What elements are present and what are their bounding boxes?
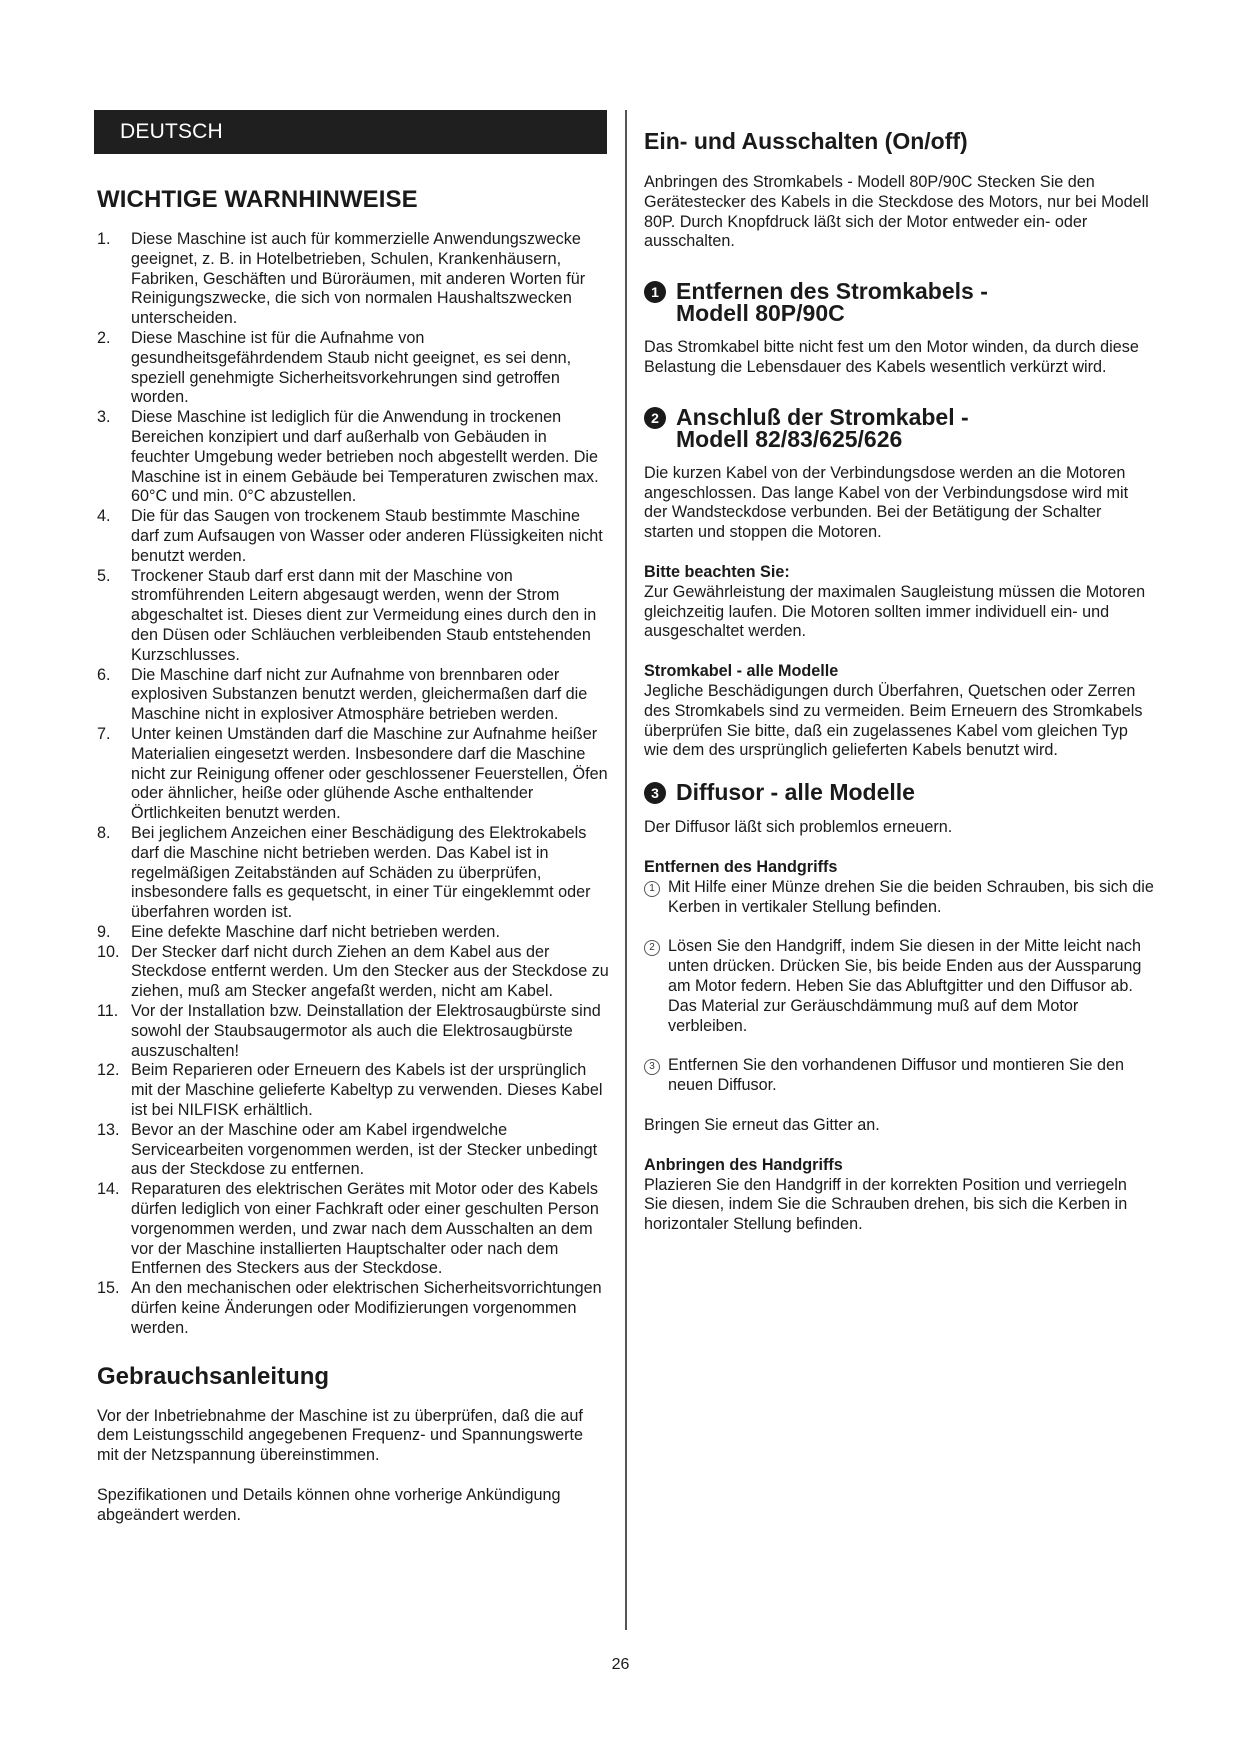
section-3-text: Der Diffusor läßt sich problemlos erneuern. <box>644 818 953 837</box>
language-header <box>94 110 607 154</box>
attach-handle-heading: Anbringen des Handgriffs <box>644 1155 843 1174</box>
list-item: 1. Diese Maschine ist auch für kommerzielle Anwendungszwecke geeignet, z. B. in Hotelbetrieben, Schulen, Krankenhäusern, Fabriken, Geschäften und Büroräumen, mit anderen Worten für Reinigungszwecke, die sich von normalen Haushaltszwecken unterscheiden. <box>97 230 586 328</box>
onoff-title: Ein- und Ausschalten (On/off) <box>644 128 968 154</box>
left-column <box>97 186 609 1526</box>
list-item: 7. Unter keinen Umständen darf die Maschine zur Aufnahme heißer Materialien eingesetzt werden. Insbesondere darf die Maschine nicht zur Reinigung offener oder geschlossener Feuerstellen, Öfen oder ähnlicher, heiße oder glühende Asche enthaltender Örtlichkeiten benutzt werden. <box>97 724 608 823</box>
column-divider <box>625 110 627 1630</box>
usage-title: Gebrauchsanleitung <box>97 1362 330 1390</box>
list-item: 9. Eine defekte Maschine darf nicht betrieben werden. <box>97 922 500 941</box>
note-heading: Bitte beachten Sie: <box>644 562 790 581</box>
list-item: 13. Bevor an der Maschine oder am Kabel irgendwelche Servicearbeiten vorgenommen werden, ist der Stecker unbedingt aus der Steckdose zu entfernen. <box>97 1120 598 1179</box>
list-item: 3. Diese Maschine ist lediglich für die Anwendung in trockenen Bereichen konzipiert und darf außerhalb von Gebäuden in feuchter Umgebung weder betrieben noch abgestellt werden. Die Maschine ist in einem Gebäude bei Temperaturen zwischen max. 60°C und min. 0°C abzustellen. <box>97 408 599 506</box>
list-item: 15. An den mechanischen oder elektrischen Sicherheitsvorrichtungen dürfen keine Änderungen oder Modifizierungen vorgenommen werden. <box>97 1279 602 1337</box>
list-item: 12. Beim Reparieren oder Erneuern des Kabels ist der ursprünglich mit der Maschine gelieferte Kabeltyp zu verwenden. Dieses Kabel ist bei NILFISK erhältlich. <box>97 1061 603 1120</box>
step-number-badge: 2 <box>644 407 666 429</box>
warnings-title: WICHTIGE WARNHINWEISE <box>97 186 418 213</box>
list-item: 6. Die Maschine darf nicht zur Aufnahme von brennbaren oder explosiven Substanzen benutzt werden, gleichermaßen darf die Maschine nicht in explosiver Atmosphäre betrieben werden. <box>97 665 588 724</box>
section-3-heading: 3 Diffusor - alle Modelle <box>644 781 1154 804</box>
list-item: 4. Die für das Saugen von trockenem Staub bestimmte Maschine darf zum Aufsaugen von Wasser oder anderen Flüssigkeiten nicht benutzt werden. <box>97 507 603 565</box>
page-number: 26 <box>611 1656 630 1673</box>
grid-text: Bringen Sie erneut das Gitter an. <box>644 1115 880 1134</box>
section-2-text: Die kurzen Kabel von der Verbindungsdose werden an die Motoren angeschlossen. Das lange Kabel von der Verbindungsdose wird mit der Wandsteckdose verbunden. Bei der Betätigung der Schalter starten und stoppen die Motoren. <box>644 463 1129 542</box>
list-item: 10. Der Stecker darf nicht durch Ziehen an dem Kabel aus der Steckdose entfernt werden. Um den Stecker aus der Steckdose zu ziehen, muß am Stecker angefaßt werden, nicht am Kabel. <box>97 942 609 1001</box>
cable-heading: Stromkabel - alle Modelle <box>644 662 839 681</box>
warnings-list <box>97 230 609 1339</box>
language-label: DEUTSCH <box>120 120 223 143</box>
section-1-heading: 1 Entfernen des Stromkabels - Modell 80P/90C <box>644 280 1154 324</box>
step-circle-icon: 2 <box>644 940 660 956</box>
list-item: 11. Vor der Installation bzw. Deinstallation der Elektrosaugbürste sind sowohl der Staubsaugermotor als auch die Elektrosaugbürste auszuschalten! <box>97 1002 601 1060</box>
list-item: 14. Reparaturen des elektrischen Gerätes mit Motor oder des Kabels dürfen lediglich von einer Fachkraft oder einer geschulten Person vorgenommen werden, und zwar nach dem Ausschalten an dem vor der Maschine installierten Hauptschalter oder nach dem Entfernen des Steckers aus der Steckdose. <box>97 1180 599 1278</box>
step-number-badge: 3 <box>644 782 666 804</box>
note-text: Zur Gewährleistung der maximalen Saugleistung müssen die Motoren gleichzeitig laufen. Die Motoren sollten immer individuell ein- und ausgeschaltet werden. <box>644 582 1146 641</box>
step-circle-icon: 1 <box>644 881 660 897</box>
step-circle-icon: 3 <box>644 1059 660 1075</box>
step-item: 2 Lösen Sie den Handgriff, indem Sie diesen in der Mitte leicht nach unten drücken. Drücken Sie, bis beide Enden aus der Aussparung am Motor federn. Heben Sie das Abluftgitter und den Diffusor ab. Das Material zur Geräuschdämmung muß auf dem Motor verbleiben. <box>644 937 1154 1036</box>
step-item: 1 Mit Hilfe einer Münze drehen Sie die beiden Schrauben, bis sich die Kerben in vertikaler Stellung befinden. <box>644 878 1154 918</box>
list-item: 5. Trockener Staub darf erst dann mit der Maschine von stromführenden Leitern abgesaugt werden, wenn der Strom abgeschaltet ist. Dieses dient zur Vermeidung eines durch den in den Düsen oder Schläuchen verbleibenden Staub entstehenden Kurzschlusses. <box>97 566 597 664</box>
section-1-text: Das Stromkabel bitte nicht fest um den Motor winden, da durch diese Belastung die Lebensdauer des Kabels wesentlich verkürzt wird. <box>644 338 1139 376</box>
section-2-heading: 2 Anschluß der Stromkabel - Modell 82/83/625/626 <box>644 406 1154 450</box>
spec-notice: Spezifikationen und Details können ohne vorherige Ankündigung abgeändert werden. <box>97 1486 561 1524</box>
onoff-text: Anbringen des Stromkabels - Modell 80P/90C Stecken Sie den Gerätestecker des Kabels in die Steckdose des Motors, nur bei Modell 80P. Durch Knopfdruck läßt sich der Motor entweder ein- oder ausschalten. <box>644 173 1149 251</box>
usage-paragraph: Vor der Inbetriebnahme der Maschine ist zu überprüfen, daß die auf dem Leistungsschild angegebenen Frequenz- und Spannungswerte mit der Netzspannung übereinstimmen. <box>97 1406 583 1465</box>
list-item: 8. Bei jeglichem Anzeichen einer Beschädigung des Elektrokabels darf die Maschine nicht betrieben werden. Das Kabel ist in regelmäßigen Zeitabständen auf Schäden zu überprüfen, insbesondere falls es gequetscht, in einer Tür eingeklemmt oder überfahren worden ist. <box>97 823 591 922</box>
remove-handle-heading: Entfernen des Handgriffs <box>644 857 838 876</box>
right-column <box>644 128 1154 1235</box>
list-item: 2. Diese Maschine ist für die Aufnahme von gesundheitsgefährdendem Staub nicht geeignet, es sei denn, speziell genehmigte Sicherheitsvorkehrungen sind getroffen worden. <box>97 328 572 407</box>
attach-handle-text: Plazieren Sie den Handgriff in der korrekten Position und verriegeln Sie diesen, indem Sie die Schrauben drehen, bis sich die Kerben in horizontaler Stellung befinden. <box>644 1175 1128 1234</box>
step-item: 3 Entfernen Sie den vorhandenen Diffusor und montieren Sie den neuen Diffusor. <box>644 1056 1154 1096</box>
step-number-badge: 1 <box>644 281 666 303</box>
cable-text: Jegliche Beschädigungen durch Überfahren, Quetschen oder Zerren des Stromkabels sind zu vermeiden. Beim Erneuern des Stromkabels überprüfen Sie bitte, daß ein zugelassenes Kabel vom gleichen Typ wie dem des ursprünglich gelieferten Kabels benutzt wird. <box>644 681 1143 760</box>
